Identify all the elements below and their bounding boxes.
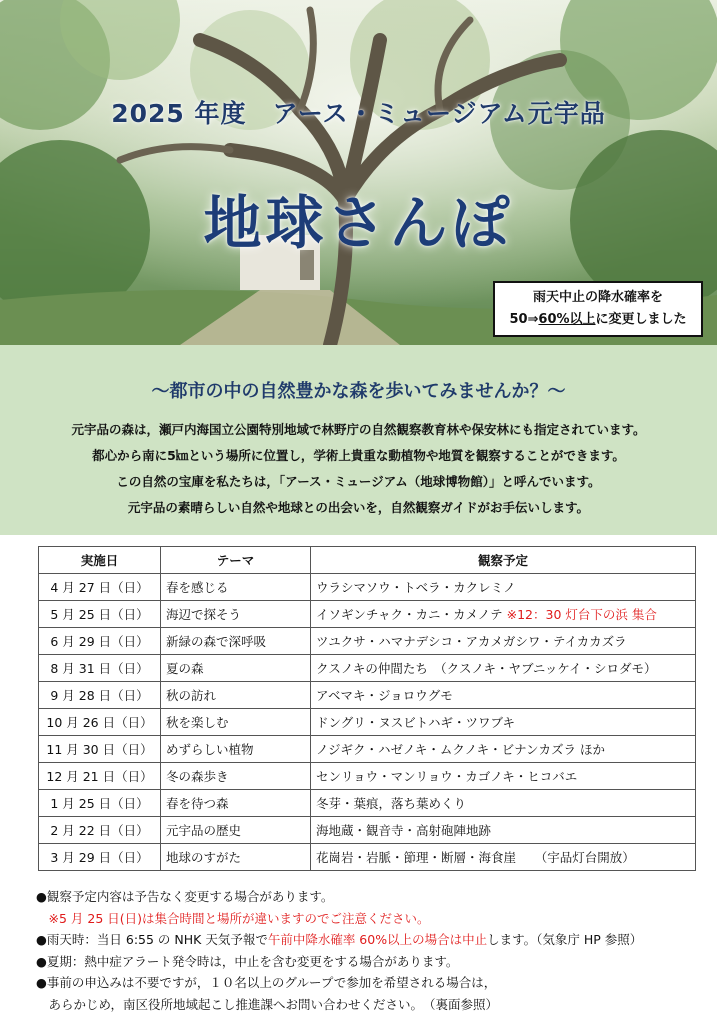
notes-section [36, 886, 706, 1015]
row-date: 4 月 27 日（日） [39, 574, 161, 601]
subtitle: 2025 年度 アース・ミュージアム元宇品 [111, 99, 606, 128]
page-title: 地球さんぽ [203, 189, 514, 257]
row-plan-text: 花崗岩・岩脈・節理・断層・海食崖 （宇品灯台開放） [316, 850, 635, 865]
header-date: 実施日 [39, 547, 161, 574]
row-theme: 冬の森歩き [161, 763, 311, 790]
row-date: 11 月 30 日（日） [39, 736, 161, 763]
row-plan-text: ツユクサ・ハマナデシコ・アカメガシワ・テイカカズラ [316, 634, 627, 649]
row-date: 8 月 31 日（日） [39, 655, 161, 682]
intro-line: 元宇品の森は，瀬戸内海国立公園特別地域で林野庁の自然観察教育林や保安林にも指定されています。 [71, 422, 646, 437]
intro-section [0, 345, 717, 535]
row-theme: 元宇品の歴史 [161, 817, 311, 844]
row-plan [311, 574, 696, 601]
row-plan [311, 628, 696, 655]
row-plan [311, 736, 696, 763]
row-date: 2 月 22 日（日） [39, 817, 161, 844]
rain-notice-box [493, 281, 703, 337]
row-theme: 夏の森 [161, 655, 311, 682]
row-date: 10 月 26 日（日） [39, 709, 161, 736]
row-theme: 秋を楽しむ [161, 709, 311, 736]
row-theme: 秋の訪れ [161, 682, 311, 709]
row-date: 6 月 29 日（日） [39, 628, 161, 655]
intro-line: この自然の宝庫を私たちは，「アース・ミュージアム（地球博物館）」と呼んでいます。 [116, 474, 601, 489]
table-row [39, 628, 696, 655]
row-date: 12 月 21 日（日） [39, 763, 161, 790]
row-date: 1 月 25 日（日） [39, 790, 161, 817]
table-row [39, 601, 696, 628]
notice-line-2-post: に変更しました [595, 312, 687, 327]
notice-line-2-underlined: 60%以上 [538, 312, 596, 327]
notice-line-2 [495, 309, 701, 331]
row-plan [311, 817, 696, 844]
row-plan [311, 763, 696, 790]
header-theme: テーマ [161, 547, 311, 574]
row-theme: 春を待つ森 [161, 790, 311, 817]
row-plan-text: イソギンチャク・カニ・カメノテ [316, 607, 507, 622]
note-rain-post: します。（気象庁 HP 参照） [487, 932, 643, 947]
note-change: ●観察予定内容は予告なく変更する場合があります。 [36, 889, 334, 904]
row-plan [311, 709, 696, 736]
notice-line-2-pre: 50⇒ [509, 312, 539, 327]
row-plan-text: アベマキ・ジョロウグモ [316, 688, 453, 703]
note-rain [36, 929, 706, 951]
row-plan-text: クスノキの仲間たち （クスノキ・ヤブニッケイ・シロダモ） [316, 661, 657, 676]
row-date: 5 月 25 日（日） [39, 601, 161, 628]
row-theme: 地球のすがた [161, 844, 311, 871]
header-plan: 観察予定 [311, 547, 696, 574]
note-rain-pre: ●雨天時：当日 6:55 の NHK 天気予報で [36, 932, 268, 947]
row-plan-text: 海地蔵・観音寺・高射砲陣地跡 [316, 823, 492, 838]
row-plan [311, 655, 696, 682]
intro-line: 元宇品の素晴らしい自然や地球との出会いを，自然観察ガイドがお手伝いします。 [127, 500, 590, 515]
table-row [39, 709, 696, 736]
note-may-warning: ※5 月 25 日(日)は集合時間と場所が違いますのでご注意ください。 [36, 910, 430, 926]
row-theme: 海辺で探そう [161, 601, 311, 628]
row-plan-text: ノジギク・ハゼノキ・ムクノキ・ビナンカズラ ほか [316, 742, 605, 757]
table-row [39, 736, 696, 763]
table-row [39, 655, 696, 682]
note-summer: ●夏期：熱中症アラート発令時は，中止を含む変更をする場合があります。 [36, 953, 459, 969]
table-row [39, 682, 696, 709]
table-row [39, 574, 696, 601]
row-plan-text: ウラシマソウ・トベラ・カクレミノ [316, 580, 516, 595]
row-theme: 春を感じる [161, 574, 311, 601]
table-header-row [39, 547, 696, 574]
row-theme: 新緑の森で深呼吸 [161, 628, 311, 655]
row-plan-text: ドングリ・ヌスビトハギ・ツワブキ [316, 715, 516, 730]
row-plan-text: 冬芽・葉痕，落ち葉めくり [316, 796, 467, 811]
note-group-1: ●事前の申込みは不要ですが，１０名以上のグループで参加を希望される場合は， [36, 975, 497, 990]
row-plan [311, 790, 696, 817]
note-rain-cancel: 午前中降水確率 60%以上の場合は中止 [267, 932, 488, 947]
row-date: 3 月 29 日（日） [39, 844, 161, 871]
notice-line-1: 雨天中止の降水確率を [532, 290, 663, 305]
table-row [39, 763, 696, 790]
catchphrase: ～都市の中の自然豊かな森を歩いてみませんか？～ [151, 381, 566, 402]
row-plan [311, 601, 696, 628]
row-plan [311, 682, 696, 709]
row-theme: めずらしい植物 [161, 736, 311, 763]
hero-banner [0, 0, 717, 345]
note-group-2: あらかじめ，南区役所地域起こし推進課へお問い合わせください。 （裏面参照） [36, 996, 499, 1012]
intro-line: 都心から南に5㎞という場所に位置し，学術上貴重な動植物や地質を観察することができます。 [92, 448, 625, 463]
table-row [39, 790, 696, 817]
row-plan [311, 844, 696, 871]
schedule-table [38, 546, 696, 871]
table-row [39, 817, 696, 844]
table-row [39, 844, 696, 871]
row-date: 9 月 28 日（日） [39, 682, 161, 709]
row-plan-text: センリョウ・マンリョウ・カゴノキ・ヒコバエ [316, 769, 578, 784]
row-plan-note: ※12：30 灯台下の浜 集合 [506, 607, 657, 622]
